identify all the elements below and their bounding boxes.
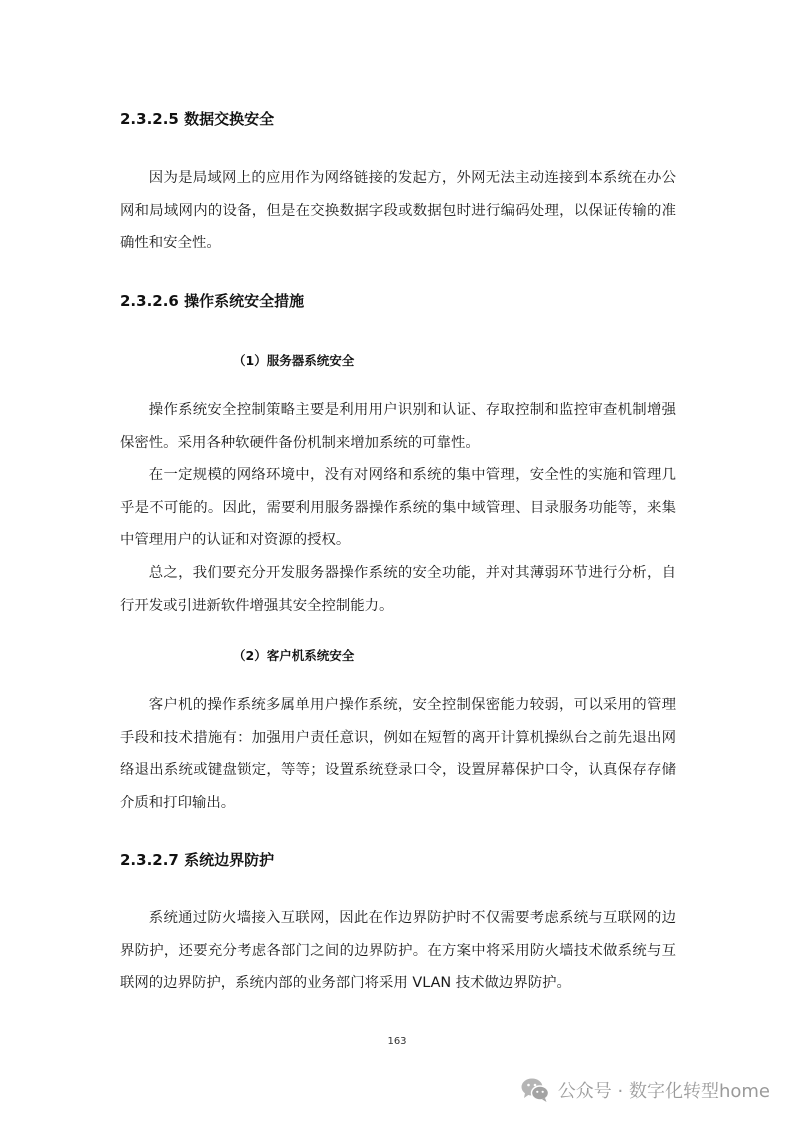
heading-2-3-2-5: 2.3.2.5 数据交换安全 (120, 110, 275, 128)
paragraph-client-security: 客户机的操作系统多属单用户操作系统，安全控制保密能力较弱，可以采用的管理手段和技术措施有：加强用户责任意识，例如在短暂的离开计算机操纵台之前先退出网络退出系统或键盘锁定，等等；设置系统登录口令，设置屏幕保护口令，认真保存存储介质和打印输出。 (120, 697, 676, 811)
paragraph-boundary-protection: 系统通过防火墙接入互联网，因此在作边界防护时不仅需要考虑系统与互联网的边界防护，还要充分考虑各部门之间的边界防护。在方案中将采用防火墙技术做系统与互联网的边界防护，系统内部的业务部门将采用 VLAN 技术做边界防护。 (120, 910, 676, 991)
watermark (520, 1074, 770, 1106)
paragraph-server-security-2: 在一定规模的网络环境中，没有对网络和系统的集中管理，安全性的实施和管理几乎是不可能的。因此，需要利用服务器操作系统的集中域管理、目录服务功能等，来集中管理用户的认证和对资源的授权。 (120, 467, 676, 548)
paragraph-server-security-3: 总之，我们要充分开发服务器操作系统的安全功能，并对其薄弱环节进行分析，自行开发或引进新软件增强其安全控制能力。 (120, 565, 676, 614)
wechat-icon (520, 1077, 550, 1103)
subheading-client-security: （2）客户机系统安全 (233, 648, 355, 663)
paragraph-server-security-1: 操作系统安全控制策略主要是利用用户识别和认证、存取控制和监控审查机制增强保密性。采用各种软硬件备份机制来增加系统的可靠性。 (120, 402, 676, 451)
page-number: 163 (387, 1036, 407, 1047)
watermark-text: 公众号 · 数字化转型home (557, 1081, 770, 1102)
paragraph-data-exchange: 因为是局域网上的应用作为网络链接的发起方，外网无法主动连接到本系统在办公网和局域网内的设备，但是在交换数据字段或数据包时进行编码处理，以保证传输的准确性和安全性。 (120, 170, 676, 251)
heading-2-3-2-6: 2.3.2.6 操作系统安全措施 (120, 292, 305, 310)
heading-2-3-2-7: 2.3.2.7 系统边界防护 (120, 851, 275, 869)
subheading-server-security: （1）服务器系统安全 (233, 353, 355, 368)
